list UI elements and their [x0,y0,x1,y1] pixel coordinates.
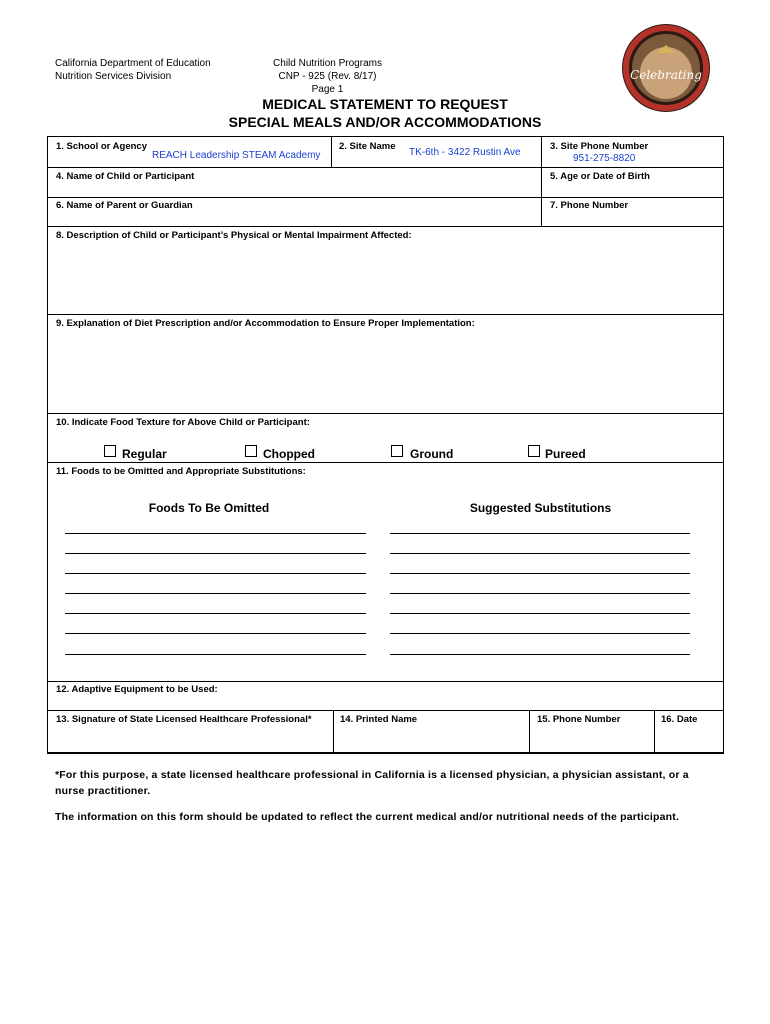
site-phone-label: 3. Site Phone Number [550,141,649,152]
healthcare-footnote: *For this purpose, a state licensed healthcare professional in California is a licensed physician, a physician assistant, or a nurse practitioner. [55,769,689,797]
substitution-line[interactable] [390,654,690,655]
ground-label: Ground [410,447,454,461]
printed-name-label: 14. Printed Name [340,714,418,725]
regular-checkbox[interactable] [104,445,116,457]
pureed-checkbox[interactable] [528,445,540,457]
adaptive-equipment-input[interactable] [248,684,716,706]
impairment-textarea[interactable] [56,245,716,311]
update-note: The information on this form should be updated to reflect the current medical and/or nutritional needs of the participant. [55,811,680,823]
impairment-label: 8. Description of Child or Participant’s Physical or Mental Impairment Affected: [56,230,412,241]
omitted-line[interactable] [65,533,366,534]
foods-omitted-heading: Foods To Be Omitted [148,501,270,515]
date-input[interactable] [661,727,717,747]
omitted-line[interactable] [65,633,366,634]
omitted-line[interactable] [65,654,366,655]
parent-name-input[interactable] [56,212,536,224]
school-agency-input[interactable]: REACH Leadership STEAM Academy [152,150,321,161]
substitution-line[interactable] [390,573,690,574]
printed-name-input[interactable] [340,727,524,747]
child-name-input[interactable] [56,183,536,195]
parent-name-label: 6. Name of Parent or Guardian [56,200,193,211]
diet-explanation-textarea[interactable] [56,333,716,409]
substitutions-heading: Suggested Substitutions [469,501,612,515]
substitution-line[interactable] [390,593,690,594]
substitution-line[interactable] [390,613,690,614]
program-line-1: Child Nutrition Programs [273,58,382,69]
program-header [240,57,415,96]
chopped-label: Chopped [263,447,315,461]
phone-label: 7. Phone Number [550,200,629,211]
site-name-label: 2. Site Name [339,141,396,152]
date-label: 16. Date [661,714,698,725]
hp-phone-input[interactable] [537,727,649,747]
omitted-line[interactable] [65,553,366,554]
logo-text: Celebrating [630,68,702,82]
pureed-label: Pureed [545,447,586,461]
form-title-line-2: SPECIAL MEALS AND/OR ACCOMMODATIONS [228,114,542,130]
phone-input[interactable] [550,212,718,224]
chopped-checkbox[interactable] [245,445,257,457]
substitution-line[interactable] [390,533,690,534]
omitted-line[interactable] [65,593,366,594]
agency-line-1: California Department of Education [55,58,211,69]
ground-checkbox[interactable] [391,445,403,457]
school-agency-label: 1. School or Agency [56,141,147,152]
medical-statement-form [47,136,724,754]
substitution-line[interactable] [390,553,690,554]
form-title-line-1: MEDICAL STATEMENT TO REQUEST [262,96,508,112]
substitution-line[interactable] [390,633,690,634]
food-texture-label: 10. Indicate Food Texture for Above Child or Participant: [56,417,310,428]
site-phone-input[interactable]: 951-275-8820 [573,153,636,164]
foods-omitted-label: 11. Foods to be Omitted and Appropriate Substitutions: [56,466,306,477]
diet-explanation-label: 9. Explanation of Diet Prescription and/or Accommodation to Ensure Proper Implementation: [56,318,475,329]
age-dob-label: 5. Age or Date of Birth [550,171,650,182]
signature-field[interactable] [56,727,328,747]
omitted-line[interactable] [65,613,366,614]
child-name-label: 4. Name of Child or Participant [56,171,195,182]
regular-label: Regular [122,447,167,461]
age-dob-input[interactable] [550,183,718,195]
agency-header [55,57,211,83]
signature-label: 13. Signature of State Licensed Healthcare Professional* [56,714,312,725]
omitted-line[interactable] [65,573,366,574]
site-name-input[interactable]: TK-6th - 3422 Rustin Ave [409,147,521,158]
program-line-2: CNP - 925 (Rev. 8/17) [278,71,377,82]
agency-line-2: Nutrition Services Division [55,71,172,82]
adaptive-equipment-label: 12. Adaptive Equipment to be Used: [56,684,218,695]
page-number: Page 1 [311,84,344,95]
hp-phone-label: 15. Phone Number [537,714,621,725]
